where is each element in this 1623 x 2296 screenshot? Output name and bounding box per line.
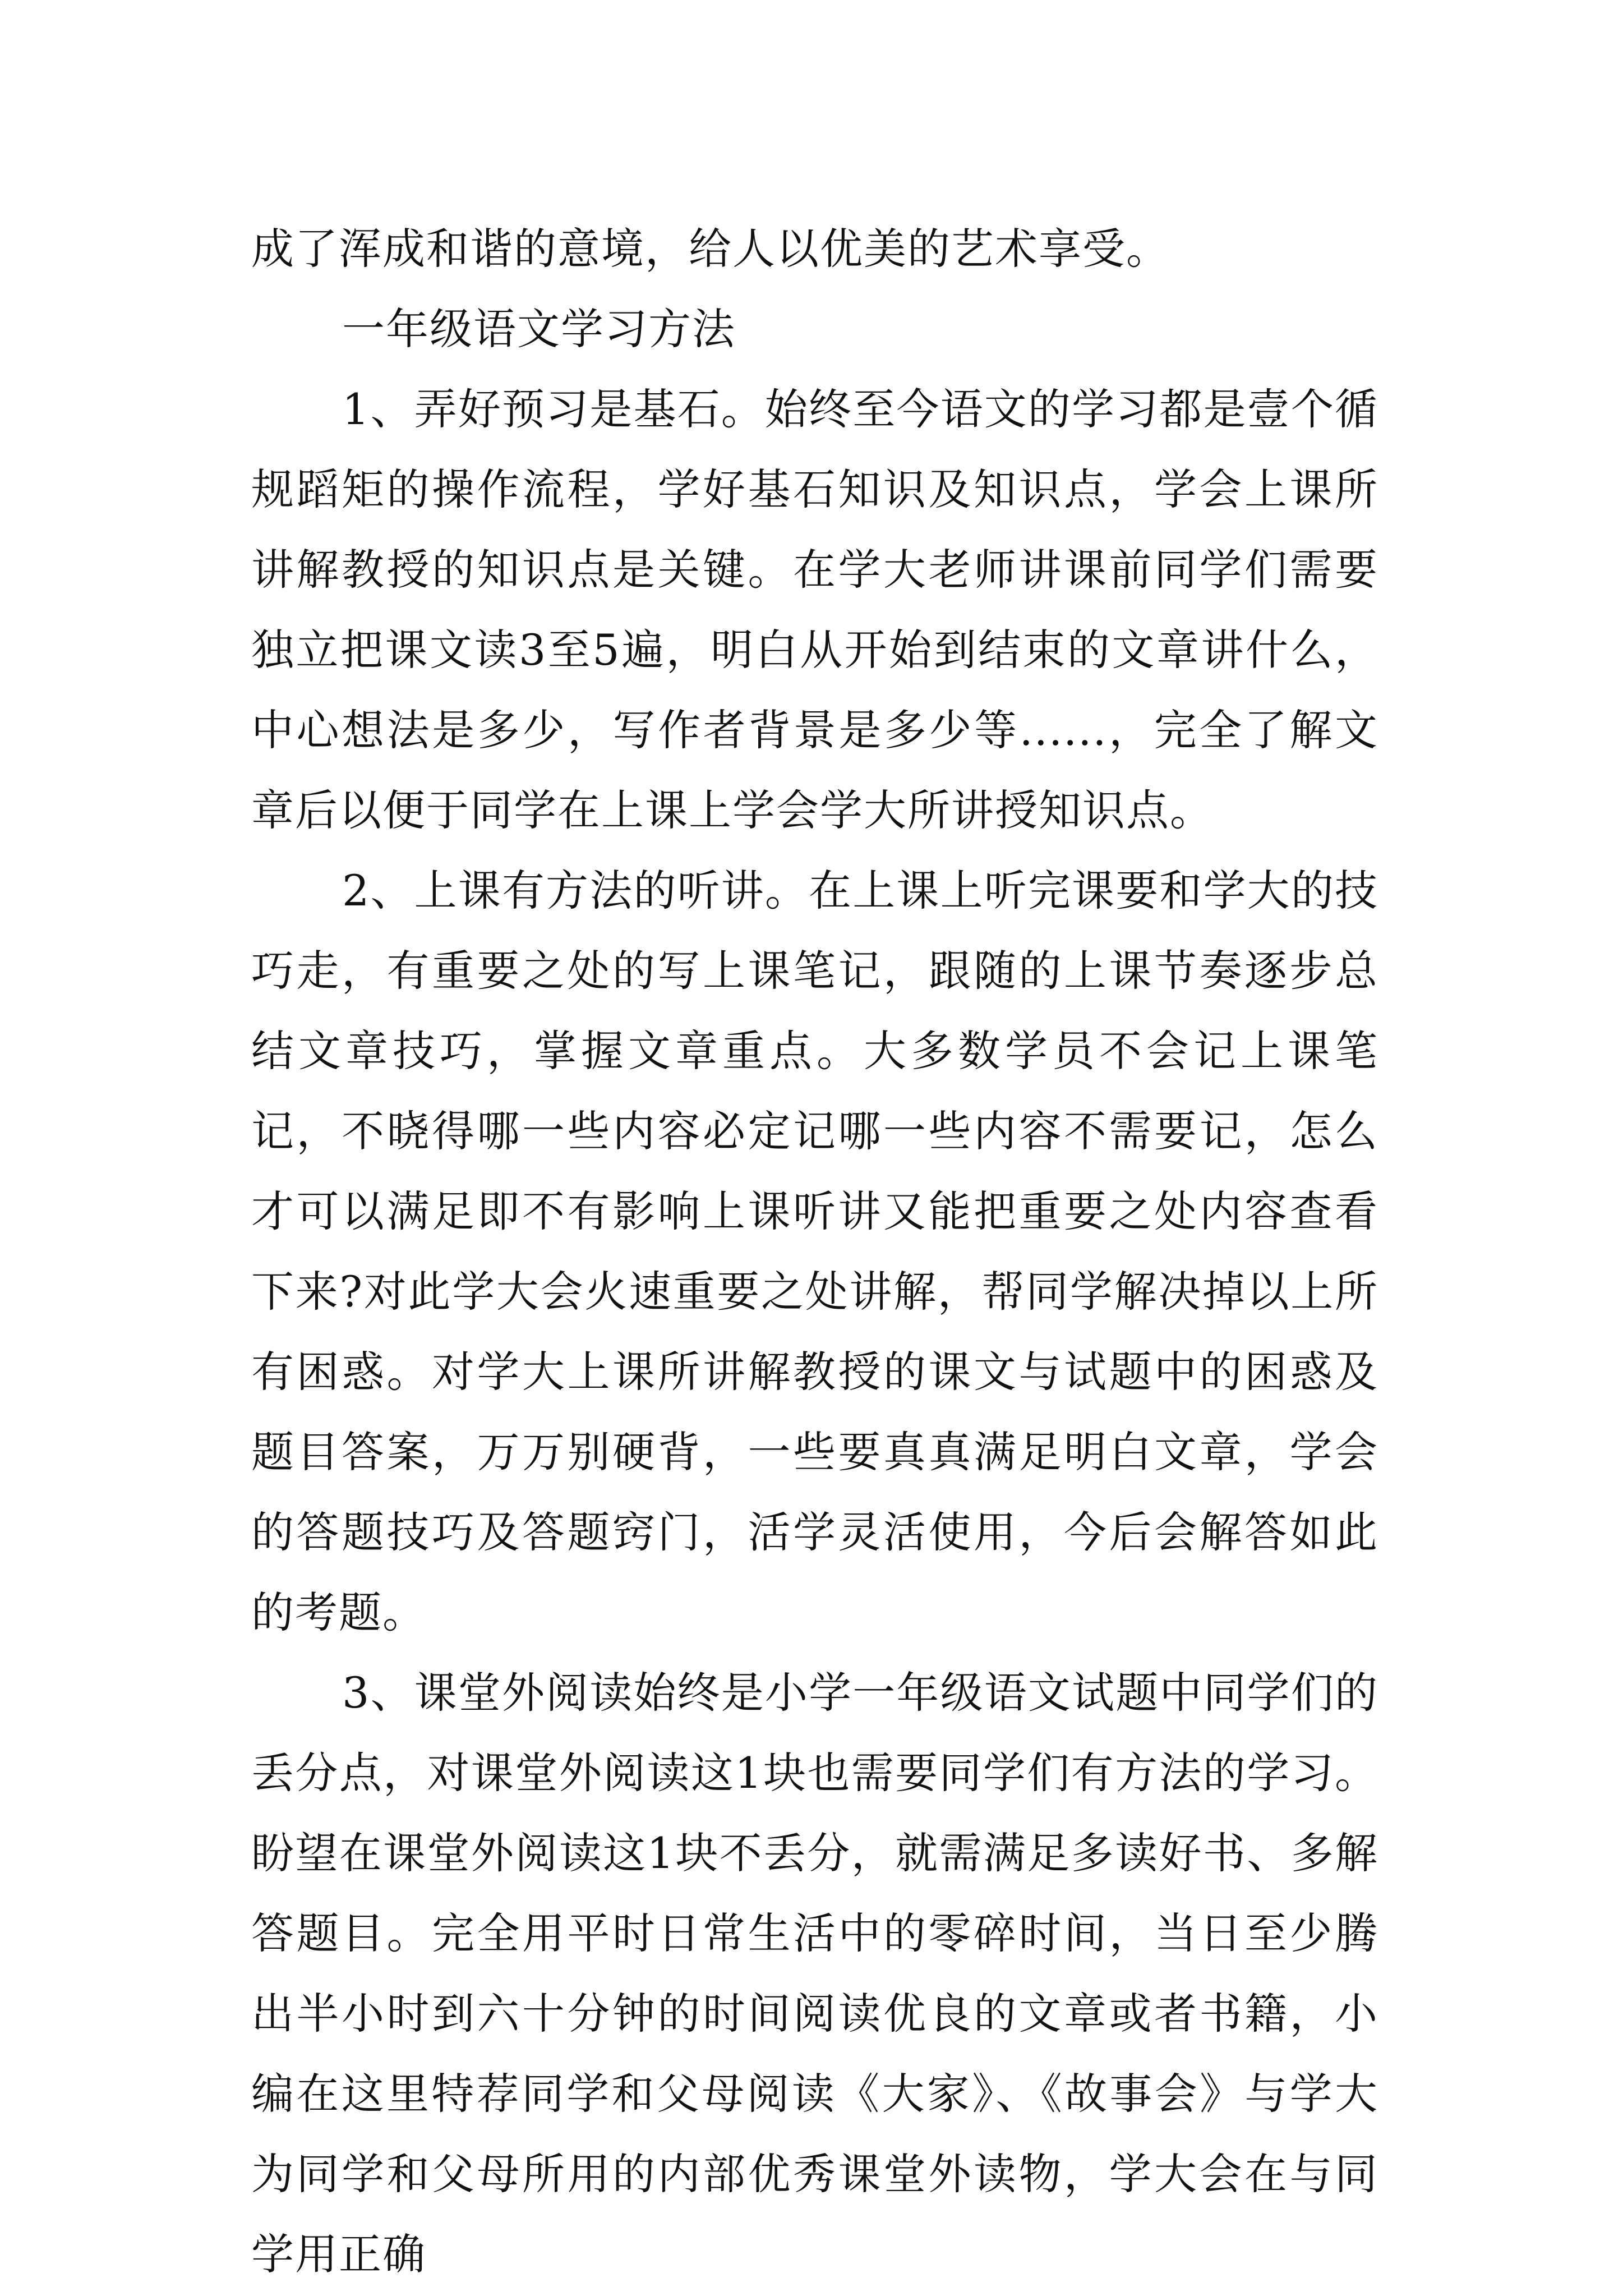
paragraph-method-3: 3、课堂外阅读始终是小学一年级语文试题中同学们的丢分点，对课堂外阅读这1块也需要同学们有方法的学习。盼望在课堂外阅读这1块不丢分，就需满足多读好书、多解答题目。完全用平时日常生活中的零碎时间，当日至少腾出半小时到六十分钟的时间阅读优良的文章或者书籍，小编在这里特荐同学和父母阅读《大家》、《故事会》与学大为同学和父母所用的内部优秀课堂外读物，学大会在与同学用正确 <box>251 1668 1378 2279</box>
paragraph-method-2: 2、上课有方法的听讲。在上课上听完课要和学大的技巧走，有重要之处的写上课笔记，跟随的上课节奏逐步总结文章技巧，掌握文章重点。大多数学员不会记上课笔记，不晓得哪一些内容必定记哪一些内容不需要记，怎么才可以满足即不有影响上课听讲又能把重要之处内容查看下来?对此学大会火速重要之处讲解，帮同学解决掉以上所有困惑。对学大上课所讲解教授的课文与试题中的困惑及题目答案，万万别硬背，一些要真真满足明白文章，学会的答题技巧及答题窍门，活学灵活使用，今后会解答如此的考题。 <box>251 866 1378 1637</box>
paragraph-continuation: 成了浑成和谐的意境，给人以优美的艺术享受。 <box>251 224 1170 274</box>
section-heading: 一年级语文学习方法 <box>342 304 736 354</box>
document-body <box>251 209 1378 2294</box>
paragraph-method-1: 1、弄好预习是基石。始终至今语文的学习都是壹个循规蹈矩的操作流程，学好基石知识及知识点，学会上课所讲解教授的知识点是关键。在学大老师讲课前同学们需要独立把课文读3至5遍，明白从开始到结束的文章讲什么，中心想法是多少，写作者背景是多少等......，完全了解文章后以便于同学在上课上学会学大所讲授知识点。 <box>251 384 1378 835</box>
